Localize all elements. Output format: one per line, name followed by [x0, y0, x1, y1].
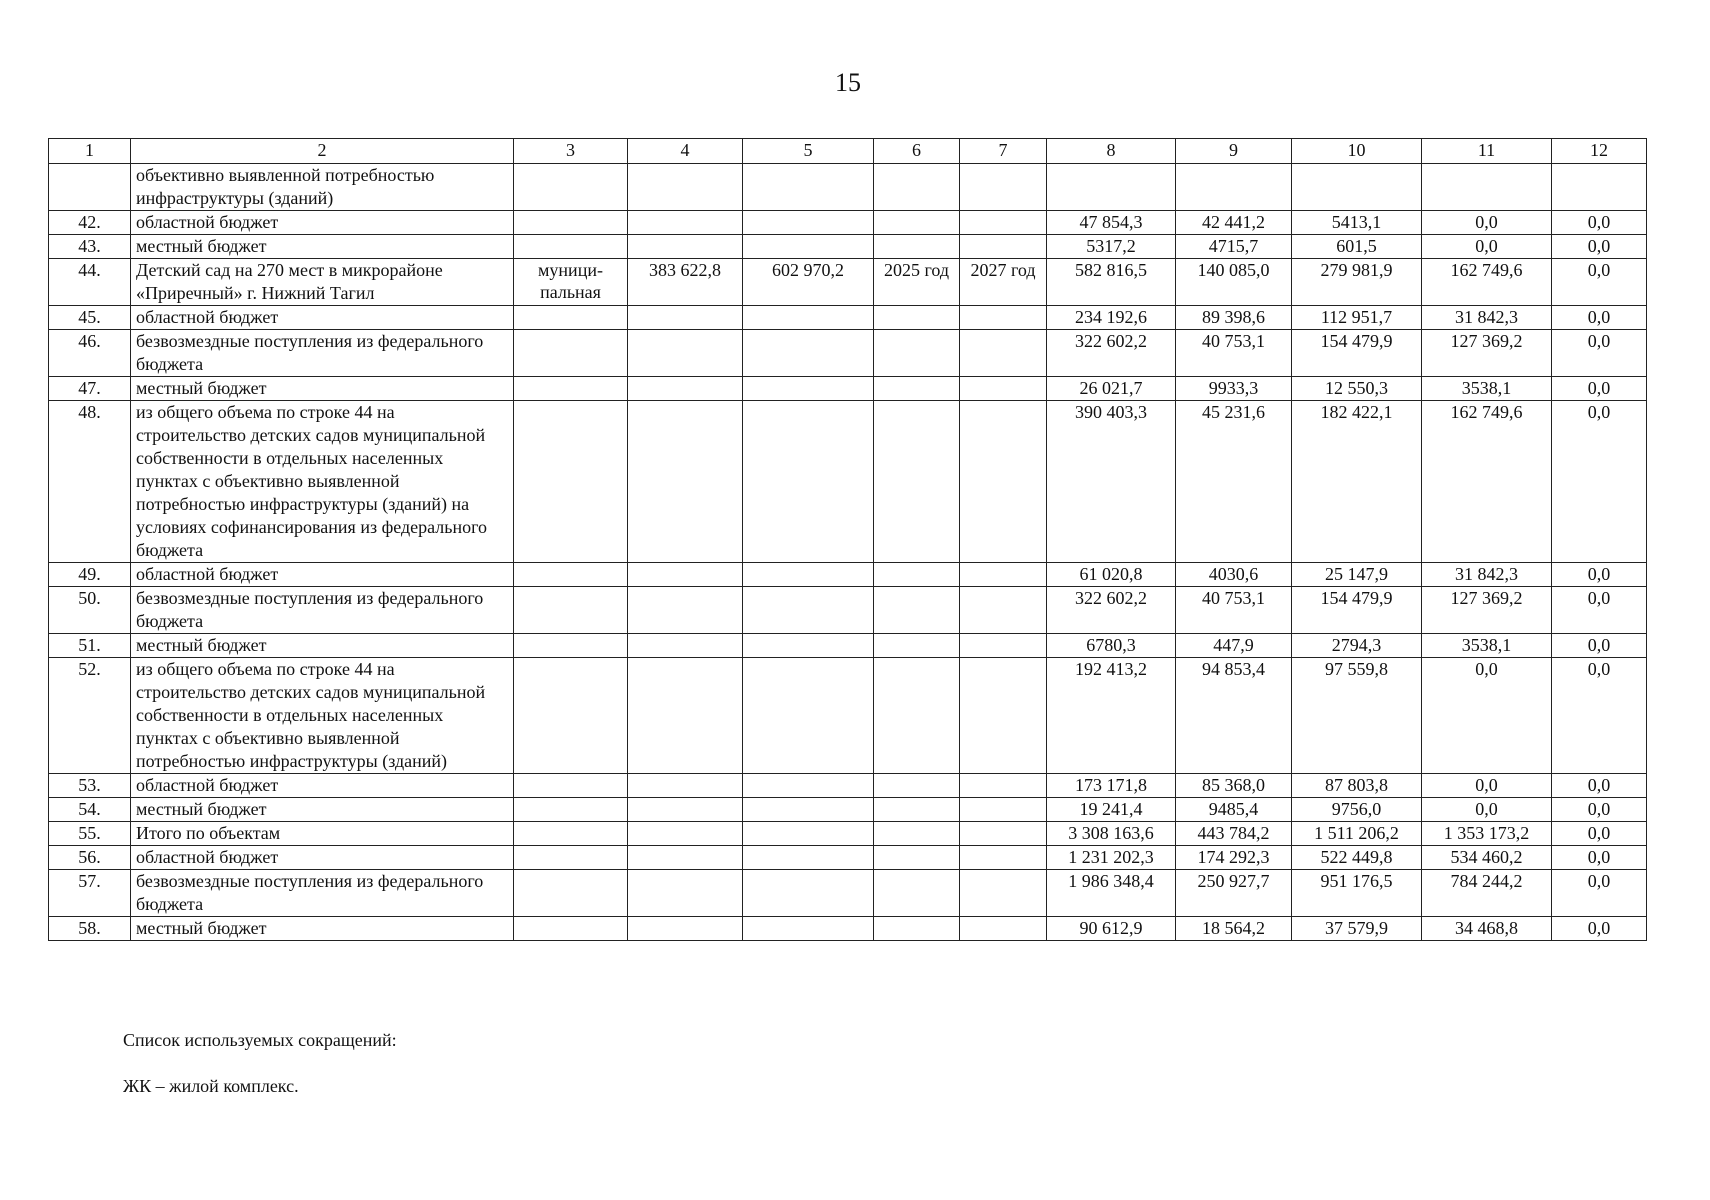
row-name: местный бюджет: [131, 917, 514, 941]
year2-value-cell: 87 803,8: [1292, 774, 1422, 798]
estimate-cell: [743, 401, 874, 563]
row-name: Детский сад на 270 мест в микрорайоне «Приречный» г. Нижний Тагил: [131, 259, 514, 306]
table-row: [49, 587, 1647, 634]
end-year-cell: [960, 846, 1047, 870]
year4-value-cell: 0,0: [1552, 211, 1647, 235]
year3-value-cell: 162 749,6: [1422, 401, 1552, 563]
start-year-cell: [874, 658, 960, 774]
year3-value-cell: 0,0: [1422, 658, 1552, 774]
year3-value-cell: 162 749,6: [1422, 259, 1552, 306]
ownership-cell: [514, 563, 628, 587]
row-name: областной бюджет: [131, 774, 514, 798]
column-header: 5: [743, 139, 874, 164]
estimate-cell: [743, 306, 874, 330]
end-year-cell: [960, 563, 1047, 587]
year2-value-cell: 154 479,9: [1292, 587, 1422, 634]
estimate-cell: [743, 587, 874, 634]
row-name: безвозмездные поступления из федерального бюджета: [131, 587, 514, 634]
total-value-cell: 19 241,4: [1047, 798, 1176, 822]
row-name: областной бюджет: [131, 846, 514, 870]
row-number: 49.: [49, 563, 131, 587]
total-value-cell: 61 020,8: [1047, 563, 1176, 587]
table-row: [49, 798, 1647, 822]
estimate-cell: [743, 563, 874, 587]
row-name: местный бюджет: [131, 377, 514, 401]
row-number: 55.: [49, 822, 131, 846]
start-year-cell: [874, 587, 960, 634]
year2-value-cell: 9756,0: [1292, 798, 1422, 822]
year3-value-cell: 534 460,2: [1422, 846, 1552, 870]
year1-value-cell: 4030,6: [1176, 563, 1292, 587]
ownership-cell: [514, 377, 628, 401]
year1-value-cell: [1176, 164, 1292, 211]
row-name: местный бюджет: [131, 798, 514, 822]
ownership-cell: [514, 798, 628, 822]
year4-value-cell: [1552, 164, 1647, 211]
cost-cell: [628, 306, 743, 330]
table-row: [49, 563, 1647, 587]
total-value-cell: 6780,3: [1047, 634, 1176, 658]
year3-value-cell: 34 468,8: [1422, 917, 1552, 941]
year2-value-cell: 522 449,8: [1292, 846, 1422, 870]
year3-value-cell: 127 369,2: [1422, 330, 1552, 377]
column-header: 4: [628, 139, 743, 164]
year1-value-cell: 18 564,2: [1176, 917, 1292, 941]
total-value-cell: 390 403,3: [1047, 401, 1176, 563]
year3-value-cell: 127 369,2: [1422, 587, 1552, 634]
year2-value-cell: 951 176,5: [1292, 870, 1422, 917]
ownership-cell: [514, 164, 628, 211]
estimate-cell: [743, 377, 874, 401]
end-year-cell: [960, 774, 1047, 798]
year1-value-cell: 250 927,7: [1176, 870, 1292, 917]
table-row: [49, 917, 1647, 941]
cost-cell: 383 622,8: [628, 259, 743, 306]
start-year-cell: [874, 164, 960, 211]
column-header: 8: [1047, 139, 1176, 164]
year2-value-cell: 97 559,8: [1292, 658, 1422, 774]
year1-value-cell: 42 441,2: [1176, 211, 1292, 235]
row-name: областной бюджет: [131, 211, 514, 235]
year4-value-cell: 0,0: [1552, 917, 1647, 941]
total-value-cell: 47 854,3: [1047, 211, 1176, 235]
ownership-cell: [514, 846, 628, 870]
estimate-cell: [743, 211, 874, 235]
end-year-cell: [960, 658, 1047, 774]
year4-value-cell: 0,0: [1552, 377, 1647, 401]
estimate-cell: [743, 164, 874, 211]
year2-value-cell: 2794,3: [1292, 634, 1422, 658]
row-number: [49, 164, 131, 211]
cost-cell: [628, 870, 743, 917]
year1-value-cell: 9485,4: [1176, 798, 1292, 822]
year1-value-cell: 174 292,3: [1176, 846, 1292, 870]
row-name: областной бюджет: [131, 563, 514, 587]
cost-cell: [628, 401, 743, 563]
estimate-cell: [743, 658, 874, 774]
cost-cell: [628, 377, 743, 401]
column-header: 2: [131, 139, 514, 164]
row-number: 53.: [49, 774, 131, 798]
table-row: [49, 846, 1647, 870]
cost-cell: [628, 798, 743, 822]
start-year-cell: [874, 774, 960, 798]
abbreviations-title: Список используемых сокращений:: [123, 1030, 397, 1050]
year2-value-cell: 182 422,1: [1292, 401, 1422, 563]
total-value-cell: 173 171,8: [1047, 774, 1176, 798]
row-name: безвозмездные поступления из федерального бюджета: [131, 330, 514, 377]
end-year-cell: 2027 год: [960, 259, 1047, 306]
year3-value-cell: 31 842,3: [1422, 563, 1552, 587]
column-header: 10: [1292, 139, 1422, 164]
year3-value-cell: 0,0: [1422, 235, 1552, 259]
year2-value-cell: [1292, 164, 1422, 211]
year1-value-cell: 40 753,1: [1176, 330, 1292, 377]
estimate-cell: [743, 634, 874, 658]
year1-value-cell: 140 085,0: [1176, 259, 1292, 306]
row-name: Итого по объектам: [131, 822, 514, 846]
ownership-cell: [514, 587, 628, 634]
table-row: [49, 870, 1647, 917]
row-number: 42.: [49, 211, 131, 235]
year4-value-cell: 0,0: [1552, 235, 1647, 259]
estimate-cell: [743, 774, 874, 798]
year1-value-cell: 89 398,6: [1176, 306, 1292, 330]
start-year-cell: [874, 822, 960, 846]
total-value-cell: 5317,2: [1047, 235, 1176, 259]
cost-cell: [628, 563, 743, 587]
year4-value-cell: 0,0: [1552, 401, 1647, 563]
table-row: [49, 774, 1647, 798]
column-header: 7: [960, 139, 1047, 164]
column-header: 11: [1422, 139, 1552, 164]
year1-value-cell: 94 853,4: [1176, 658, 1292, 774]
year1-value-cell: 85 368,0: [1176, 774, 1292, 798]
year3-value-cell: 0,0: [1422, 211, 1552, 235]
end-year-cell: [960, 377, 1047, 401]
start-year-cell: [874, 235, 960, 259]
end-year-cell: [960, 211, 1047, 235]
end-year-cell: [960, 306, 1047, 330]
row-name: из общего объема по строке 44 на строительство детских садов муниципальной собственности в отдельных населенных пунктах с объективно выявленной потребностью инфраструктуры (зданий): [131, 658, 514, 774]
ownership-cell: [514, 917, 628, 941]
total-value-cell: 1 986 348,4: [1047, 870, 1176, 917]
page-number: 15: [835, 68, 861, 97]
row-number: 43.: [49, 235, 131, 259]
start-year-cell: [874, 377, 960, 401]
cost-cell: [628, 658, 743, 774]
table-row: [49, 658, 1647, 774]
ownership-cell: [514, 658, 628, 774]
ownership-cell: [514, 211, 628, 235]
total-value-cell: 322 602,2: [1047, 330, 1176, 377]
row-name: местный бюджет: [131, 634, 514, 658]
row-number: 57.: [49, 870, 131, 917]
end-year-cell: [960, 235, 1047, 259]
year4-value-cell: 0,0: [1552, 870, 1647, 917]
table-body: [49, 164, 1647, 941]
cost-cell: [628, 846, 743, 870]
estimate-cell: [743, 798, 874, 822]
row-name: областной бюджет: [131, 306, 514, 330]
total-value-cell: 322 602,2: [1047, 587, 1176, 634]
year2-value-cell: 37 579,9: [1292, 917, 1422, 941]
end-year-cell: [960, 587, 1047, 634]
year3-value-cell: 3538,1: [1422, 634, 1552, 658]
year2-value-cell: 1 511 206,2: [1292, 822, 1422, 846]
year2-value-cell: 112 951,7: [1292, 306, 1422, 330]
year3-value-cell: [1422, 164, 1552, 211]
abbreviations-section: [123, 1028, 397, 1098]
cost-cell: [628, 774, 743, 798]
column-header-row: [49, 139, 1647, 164]
cost-cell: [628, 235, 743, 259]
table-row: [49, 822, 1647, 846]
year1-value-cell: 45 231,6: [1176, 401, 1292, 563]
start-year-cell: [874, 634, 960, 658]
ownership-cell: [514, 822, 628, 846]
table-row: [49, 377, 1647, 401]
end-year-cell: [960, 917, 1047, 941]
start-year-cell: [874, 917, 960, 941]
row-number: 46.: [49, 330, 131, 377]
start-year-cell: [874, 401, 960, 563]
ownership-cell: [514, 235, 628, 259]
end-year-cell: [960, 822, 1047, 846]
row-name: безвозмездные поступления из федерального бюджета: [131, 870, 514, 917]
ownership-cell: [514, 401, 628, 563]
start-year-cell: [874, 330, 960, 377]
table-row: [49, 306, 1647, 330]
row-number: 56.: [49, 846, 131, 870]
year4-value-cell: 0,0: [1552, 259, 1647, 306]
table-row: [49, 330, 1647, 377]
start-year-cell: [874, 870, 960, 917]
year4-value-cell: 0,0: [1552, 330, 1647, 377]
start-year-cell: [874, 211, 960, 235]
column-header: 6: [874, 139, 960, 164]
ownership-cell: [514, 306, 628, 330]
estimate-cell: [743, 846, 874, 870]
budget-table: [48, 138, 1647, 941]
start-year-cell: [874, 306, 960, 330]
column-header: 9: [1176, 139, 1292, 164]
total-value-cell: 234 192,6: [1047, 306, 1176, 330]
year3-value-cell: 31 842,3: [1422, 306, 1552, 330]
cost-cell: [628, 211, 743, 235]
table-row: [49, 235, 1647, 259]
year4-value-cell: 0,0: [1552, 798, 1647, 822]
year2-value-cell: 279 981,9: [1292, 259, 1422, 306]
cost-cell: [628, 587, 743, 634]
row-number: 50.: [49, 587, 131, 634]
year2-value-cell: 5413,1: [1292, 211, 1422, 235]
year2-value-cell: 12 550,3: [1292, 377, 1422, 401]
row-number: 54.: [49, 798, 131, 822]
start-year-cell: [874, 798, 960, 822]
end-year-cell: [960, 870, 1047, 917]
end-year-cell: [960, 330, 1047, 377]
year1-value-cell: 447,9: [1176, 634, 1292, 658]
row-name: из общего объема по строке 44 на строительство детских садов муниципальной собственности в отдельных населенных пунктах с объективно выявленной потребностью инфраструктуры (зданий) на условиях софинансирования из федерального бюджета: [131, 401, 514, 563]
estimate-cell: 602 970,2: [743, 259, 874, 306]
year4-value-cell: 0,0: [1552, 563, 1647, 587]
end-year-cell: [960, 164, 1047, 211]
column-header: 1: [49, 139, 131, 164]
estimate-cell: [743, 330, 874, 377]
year4-value-cell: 0,0: [1552, 587, 1647, 634]
year4-value-cell: 0,0: [1552, 658, 1647, 774]
estimate-cell: [743, 235, 874, 259]
table-row: [49, 634, 1647, 658]
row-number: 52.: [49, 658, 131, 774]
year1-value-cell: 40 753,1: [1176, 587, 1292, 634]
year3-value-cell: 0,0: [1422, 798, 1552, 822]
start-year-cell: 2025 год: [874, 259, 960, 306]
row-number: 48.: [49, 401, 131, 563]
row-name: местный бюджет: [131, 235, 514, 259]
table-row: [49, 401, 1647, 563]
start-year-cell: [874, 846, 960, 870]
table-row: [49, 164, 1647, 211]
ownership-cell: [514, 330, 628, 377]
year3-value-cell: 3538,1: [1422, 377, 1552, 401]
year1-value-cell: 4715,7: [1176, 235, 1292, 259]
total-value-cell: 3 308 163,6: [1047, 822, 1176, 846]
end-year-cell: [960, 798, 1047, 822]
cost-cell: [628, 634, 743, 658]
year3-value-cell: 784 244,2: [1422, 870, 1552, 917]
ownership-cell: [514, 634, 628, 658]
year1-value-cell: 443 784,2: [1176, 822, 1292, 846]
total-value-cell: [1047, 164, 1176, 211]
ownership-cell: муници-пальная: [514, 259, 628, 306]
cost-cell: [628, 330, 743, 377]
table-row: [49, 259, 1647, 306]
end-year-cell: [960, 401, 1047, 563]
estimate-cell: [743, 822, 874, 846]
column-header: 3: [514, 139, 628, 164]
estimate-cell: [743, 870, 874, 917]
row-number: 45.: [49, 306, 131, 330]
ownership-cell: [514, 870, 628, 917]
table-row: [49, 211, 1647, 235]
ownership-cell: [514, 774, 628, 798]
total-value-cell: 1 231 202,3: [1047, 846, 1176, 870]
year4-value-cell: 0,0: [1552, 774, 1647, 798]
total-value-cell: 192 413,2: [1047, 658, 1176, 774]
year2-value-cell: 601,5: [1292, 235, 1422, 259]
row-number: 51.: [49, 634, 131, 658]
year4-value-cell: 0,0: [1552, 846, 1647, 870]
year1-value-cell: 9933,3: [1176, 377, 1292, 401]
total-value-cell: 90 612,9: [1047, 917, 1176, 941]
year2-value-cell: 25 147,9: [1292, 563, 1422, 587]
year3-value-cell: 0,0: [1422, 774, 1552, 798]
estimate-cell: [743, 917, 874, 941]
year3-value-cell: 1 353 173,2: [1422, 822, 1552, 846]
row-number: 47.: [49, 377, 131, 401]
abbreviation-item: ЖК – жилой комплекс.: [123, 1076, 299, 1096]
end-year-cell: [960, 634, 1047, 658]
row-number: 58.: [49, 917, 131, 941]
year4-value-cell: 0,0: [1552, 822, 1647, 846]
year2-value-cell: 154 479,9: [1292, 330, 1422, 377]
row-number: 44.: [49, 259, 131, 306]
year4-value-cell: 0,0: [1552, 306, 1647, 330]
cost-cell: [628, 822, 743, 846]
row-name: объективно выявленной потребностью инфраструктуры (зданий): [131, 164, 514, 211]
start-year-cell: [874, 563, 960, 587]
total-value-cell: 26 021,7: [1047, 377, 1176, 401]
cost-cell: [628, 164, 743, 211]
year4-value-cell: 0,0: [1552, 634, 1647, 658]
cost-cell: [628, 917, 743, 941]
column-header: 12: [1552, 139, 1647, 164]
total-value-cell: 582 816,5: [1047, 259, 1176, 306]
